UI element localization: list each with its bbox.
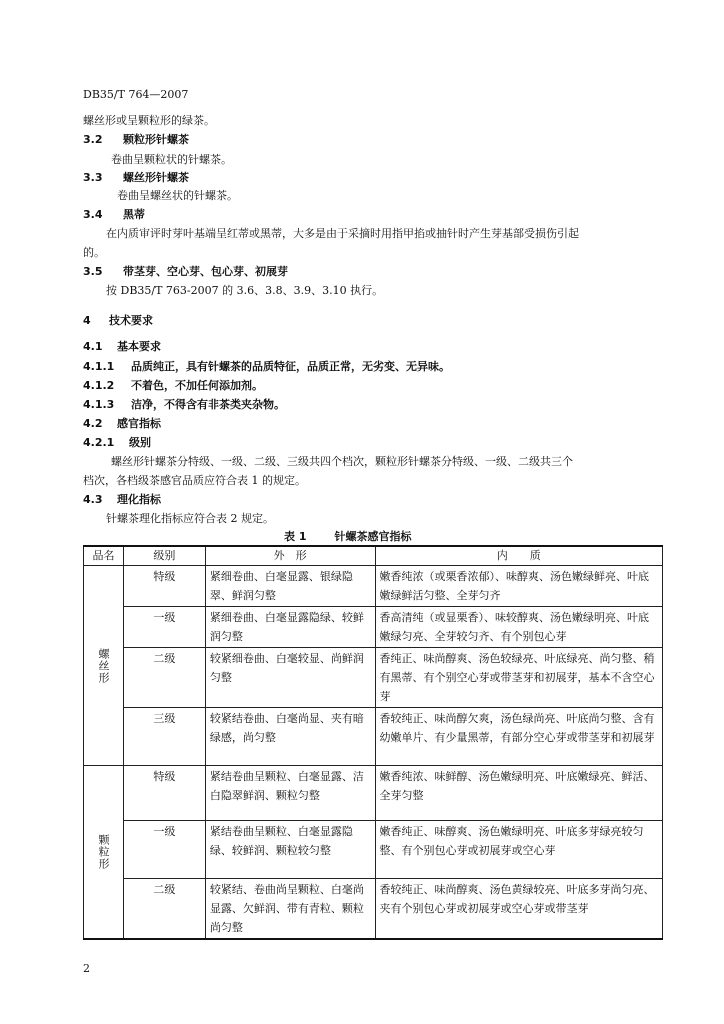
section-3-4-text-line1: 在内质审评时芽叶基端呈红蒂或黑蒂，大多是由于采摘时用指甲掐或抽针时产生芽基部受损伤引起 (106, 227, 579, 240)
section-3-4-heading: 3.4 黑蒂 (83, 208, 145, 221)
page-number: 2 (83, 962, 90, 975)
section-4-2-1-heading: 4.2.1 级别 (83, 436, 151, 449)
grade-cell: 三级 (123, 708, 205, 766)
section-4-2-heading: 4.2 感官指标 (83, 417, 161, 430)
section-4-2-1-text-line2: 档次，各档级茶感官品质应符合表 1 的规定。 (83, 474, 306, 487)
table-caption: 表 1 针螺茶感官指标 (284, 530, 412, 543)
quality-cell: 香较纯正、味尚醇欠爽，汤色绿尚亮、叶底尚匀整、含有幼嫩单片、有少量黑蒂，有部分空心芽或带茎芽和初展芽 (375, 708, 662, 766)
quality-cell: 嫩香纯浓、味鲜醇、汤色嫩绿明亮、叶底嫩绿亮、鲜活、全芽匀整 (375, 766, 662, 821)
section-4-1-1: 4.1.1 品质纯正，具有针螺茶的品质特征，品质正常，无劣变、无异味。 (83, 360, 450, 373)
table-row (84, 607, 663, 648)
appearance-cell: 较紧结卷曲、白毫尚显、夹有暗绿感，尚匀整 (205, 708, 375, 766)
section-3-3-heading: 3.3 螺丝形针螺茶 (83, 171, 189, 184)
grade-cell: 一级 (123, 821, 205, 879)
header-product: 品名 (84, 546, 124, 566)
appearance-cell: 紧结卷曲呈颗粒、白毫显露隐绿、较鲜润、颗粒较匀整 (205, 821, 375, 879)
appearance-cell: 紧结卷曲呈颗粒、白毫显露、洁白隐翠鲜润、颗粒匀整 (205, 766, 375, 821)
table-row (84, 879, 663, 940)
quality-cell: 香纯正、味尚醇爽、汤色较绿亮、叶底绿亮、尚匀整、稍有黑蒂、有个别空心芽或带茎芽和初展芽，基本不含空心芽 (375, 648, 662, 708)
quality-cell: 嫩香纯浓（或栗香浓郁）、味醇爽、汤色嫩绿鲜亮、叶底嫩绿鲜活匀整、全芽匀齐 (375, 566, 662, 607)
table-header-row (84, 546, 663, 566)
section-4-3-heading: 4.3 理化指标 (83, 493, 161, 506)
header-quality: 内 质 (375, 546, 662, 566)
section-3-2-heading: 3.2 颗粒形针螺茶 (83, 133, 189, 146)
section-3-3-text: 卷曲呈螺丝状的针螺茶。 (117, 189, 238, 202)
grade-cell: 二级 (123, 648, 205, 708)
quality-cell: 嫩香纯正、味醇爽、汤色嫩绿明亮、叶底多芽绿亮较匀整、有个别包心芽或初展芽或空心芽 (375, 821, 662, 879)
grade-cell: 一级 (123, 607, 205, 648)
grade-cell: 特级 (123, 566, 205, 607)
appearance-cell: 较紧结、卷曲尚呈颗粒、白毫尚显露、欠鲜润、带有青粒、颗粒尚匀整 (205, 879, 375, 940)
quality-cell: 香较纯正、味尚醇爽、汤色黄绿较亮、叶底多芽尚匀亮、夹有个别包心芽或初展芽或空心芽或带茎芽 (375, 879, 662, 940)
grade-cell: 特级 (123, 766, 205, 821)
section-3-5-heading: 3.5 带茎芽、空心芽、包心芽、初展芽 (83, 265, 288, 278)
header-grade: 级别 (123, 546, 205, 566)
header-appearance: 外 形 (205, 546, 375, 566)
continued-definition-text: 螺丝形或呈颗粒形的绿茶。 (83, 114, 215, 127)
table-row (84, 648, 663, 708)
section-4-3-text: 针螺茶理化指标应符合表 2 规定。 (106, 512, 274, 525)
section-3-5-text: 按 DB35/T 763-2007 的 3.6、3.8、3.9、3.10 执行。 (106, 284, 384, 297)
section-3-2-text: 卷曲呈颗粒状的针螺茶。 (111, 153, 232, 166)
product-name-cell: 螺丝形 (84, 566, 124, 766)
section-3-4-text-line2: 的。 (83, 246, 105, 259)
appearance-cell: 紧细卷曲、白毫显露、银绿隐翠、鲜润匀整 (205, 566, 375, 607)
table-row (84, 766, 663, 821)
product-name-cell: 颗粒形 (84, 766, 124, 940)
section-4-2-1-text-line1: 螺丝形针螺茶分特级、一级、二级、三级共四个档次，颗粒形针螺茶分特级、一级、二级共三个 (111, 455, 573, 468)
section-4-1-heading: 4.1 基本要求 (83, 340, 161, 353)
sensory-index-table (83, 545, 663, 940)
table-row (84, 708, 663, 766)
table-row (84, 566, 663, 607)
quality-cell: 香高清纯（或显栗香）、味较醇爽、汤色嫩绿明亮、叶底嫩绿匀亮、全芽较匀齐、有个别包心芽 (375, 607, 662, 648)
section-4-heading: 4 技术要求 (83, 314, 153, 327)
section-4-1-2: 4.1.2 不着色，不加任何添加剂。 (83, 379, 263, 392)
document-id-header: DB35/T 764—2007 (83, 88, 189, 101)
appearance-cell: 较紧细卷曲、白毫较显、尚鲜润匀整 (205, 648, 375, 708)
table-row (84, 821, 663, 879)
section-4-1-3: 4.1.3 洁净，不得含有非茶类夹杂物。 (83, 398, 285, 411)
appearance-cell: 紧细卷曲、白毫显露隐绿、较鲜润匀整 (205, 607, 375, 648)
grade-cell: 二级 (123, 879, 205, 940)
